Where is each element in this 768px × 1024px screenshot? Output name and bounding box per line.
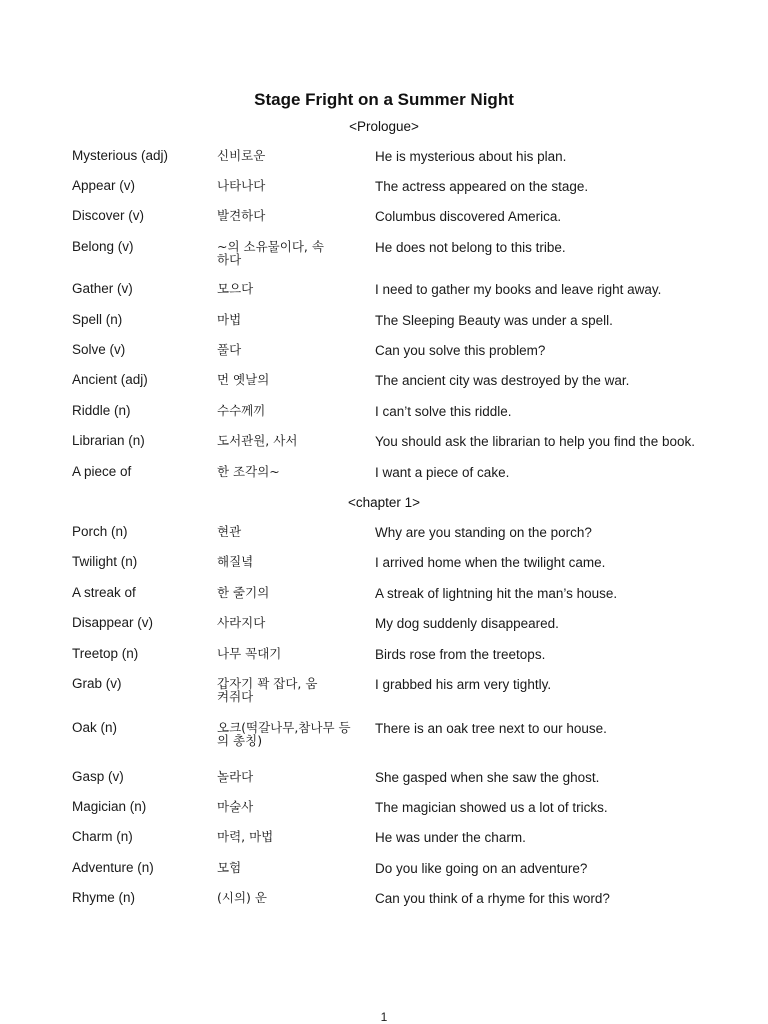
vocab-meaning: 현관	[217, 524, 242, 539]
vocab-meaning: 한 조각의~	[217, 464, 280, 479]
vocab-example: Birds rose from the treetops.	[375, 647, 546, 662]
vocab-example: A streak of lightning hit the man’s house.	[375, 586, 618, 601]
vocab-row	[0, 720, 768, 748]
vocab-meaning: 사라지다	[217, 615, 266, 630]
vocab-row	[0, 179, 768, 193]
page-number: 1	[380, 1010, 388, 1024]
vocab-example: I need to gather my books and leave right away.	[375, 282, 662, 297]
vocab-example: Can you solve this problem?	[375, 343, 546, 358]
vocab-row	[0, 313, 768, 327]
vocab-word: Appear (v)	[72, 178, 136, 193]
vocab-meaning: ~의 소유물이다, 속하다	[217, 239, 324, 267]
vocab-row	[0, 586, 768, 600]
vocab-example: You should ask the librarian to help you find the book.	[375, 434, 695, 449]
vocab-row	[0, 676, 768, 704]
vocab-word: Charm (n)	[72, 829, 133, 844]
vocab-meaning: 마법	[217, 312, 242, 327]
vocab-example: I grabbed his arm very tightly.	[375, 677, 552, 692]
section-heading-chapter-1: <chapter 1>	[347, 495, 421, 510]
vocab-meaning: 나타나다	[217, 178, 266, 193]
vocab-word: Twilight (n)	[72, 554, 138, 569]
vocab-row	[0, 404, 768, 418]
vocab-meaning: 모으다	[217, 281, 254, 296]
vocab-meaning: 해질녘	[217, 554, 254, 569]
vocab-row	[0, 555, 768, 569]
vocab-example: He was under the charm.	[375, 830, 526, 845]
vocab-row	[0, 373, 768, 387]
vocab-word: Riddle (n)	[72, 403, 131, 418]
vocab-row	[0, 239, 768, 267]
vocab-row	[0, 149, 768, 163]
vocab-word: Gasp (v)	[72, 769, 124, 784]
vocab-meaning: 나무 꼭대기	[217, 646, 282, 661]
vocab-meaning: 오크(떡갈나무,참나무 등의 총칭)	[217, 720, 351, 748]
vocab-word: Discover (v)	[72, 208, 145, 223]
vocab-row	[0, 770, 768, 784]
vocab-example: Columbus discovered America.	[375, 209, 562, 224]
vocab-meaning: 모험	[217, 860, 242, 875]
section-heading-prologue: <Prologue>	[349, 119, 419, 134]
vocab-example: My dog suddenly disappeared.	[375, 616, 559, 631]
vocab-meaning: 먼 옛날의	[217, 372, 270, 387]
vocab-example: The ancient city was destroyed by the war.	[375, 373, 630, 388]
vocab-meaning: 수수께끼	[217, 403, 266, 418]
vocab-example: He is mysterious about his plan.	[375, 149, 567, 164]
vocab-meaning: 한 줄기의	[217, 585, 270, 600]
vocab-word: Rhyme (n)	[72, 890, 136, 905]
vocab-word: Spell (n)	[72, 312, 123, 327]
vocab-example: The Sleeping Beauty was under a spell.	[375, 313, 613, 328]
vocab-row	[0, 616, 768, 630]
vocab-row	[0, 465, 768, 479]
vocab-row	[0, 343, 768, 357]
vocab-meaning: (시의) 운	[217, 890, 267, 905]
vocab-example: The actress appeared on the stage.	[375, 179, 589, 194]
vocab-word: Adventure (n)	[72, 860, 154, 875]
vocab-word: Treetop (n)	[72, 646, 139, 661]
vocab-row	[0, 434, 768, 448]
vocab-row	[0, 830, 768, 844]
vocab-word: Grab (v)	[72, 676, 122, 691]
vocab-meaning: 마술사	[217, 799, 254, 814]
vocab-word: Magician (n)	[72, 799, 147, 814]
vocab-row	[0, 647, 768, 661]
vocab-example: Can you think of a rhyme for this word?	[375, 891, 610, 906]
vocab-word: Solve (v)	[72, 342, 126, 357]
vocab-meaning: 풀다	[217, 342, 242, 357]
vocab-example: I arrived home when the twilight came.	[375, 555, 606, 570]
vocab-meaning: 신비로운	[217, 148, 266, 163]
document-title: Stage Fright on a Summer Night	[254, 90, 514, 109]
vocab-word: Porch (n)	[72, 524, 128, 539]
vocab-meaning: 마력, 마법	[217, 829, 274, 844]
vocab-row	[0, 525, 768, 539]
vocab-example: I can’t solve this riddle.	[375, 404, 512, 419]
vocab-word: A streak of	[72, 585, 136, 600]
vocab-word: A piece of	[72, 464, 132, 479]
vocab-word: Belong (v)	[72, 239, 134, 254]
vocab-example: Do you like going on an adventure?	[375, 861, 588, 876]
vocab-word: Ancient (adj)	[72, 372, 148, 387]
vocab-meaning: 갑자기 꽉 잡다, 움켜쥐다	[217, 676, 318, 704]
vocab-meaning: 놀라다	[217, 769, 254, 784]
vocab-row	[0, 209, 768, 223]
vocab-example: She gasped when she saw the ghost.	[375, 770, 600, 785]
vocab-row	[0, 861, 768, 875]
vocab-meaning: 도서관원, 사서	[217, 433, 298, 448]
vocab-word: Disappear (v)	[72, 615, 154, 630]
vocab-example: He does not belong to this tribe.	[375, 240, 566, 255]
vocab-example: Why are you standing on the porch?	[375, 525, 592, 540]
vocab-word: Mysterious (adj)	[72, 148, 169, 163]
vocab-meaning: 발견하다	[217, 208, 266, 223]
vocab-example: The magician showed us a lot of tricks.	[375, 800, 608, 815]
vocab-row	[0, 282, 768, 296]
vocab-word: Oak (n)	[72, 720, 118, 735]
vocab-word: Librarian (n)	[72, 433, 145, 448]
vocab-word: Gather (v)	[72, 281, 133, 296]
vocab-example: I want a piece of cake.	[375, 465, 510, 480]
vocab-row	[0, 800, 768, 814]
vocab-row	[0, 891, 768, 905]
vocab-example: There is an oak tree next to our house.	[375, 721, 607, 736]
